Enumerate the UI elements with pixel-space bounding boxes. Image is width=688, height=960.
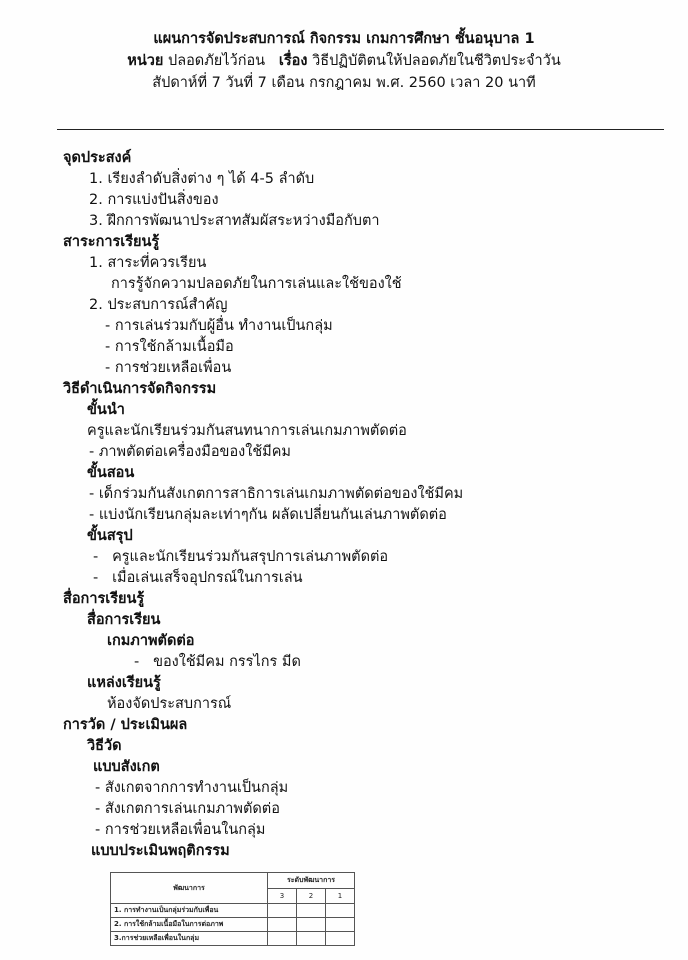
game-item: - ของใช้มีคม กรรไกร มีด [134, 654, 301, 670]
plan-title: แผนการจัดประสบการณ์ กิจกรรม เกมการศึกษา ชั้นอนุบาล 1 [153, 31, 535, 47]
media-heading: สื่อการเรียนรู้ [63, 591, 145, 607]
score-cell [268, 932, 297, 946]
content-item-2: 2. ประสบการณ์สำคัญ [89, 297, 228, 313]
table-row [111, 918, 355, 932]
observe-point: - การช่วยเหลือเพื่อนในกลุ่ม [95, 822, 266, 838]
level-2: 2 [296, 888, 325, 904]
level-1: 1 [325, 888, 354, 904]
topic-label: เรื่อง [278, 53, 308, 69]
method-heading: วิธีวัด [87, 738, 122, 754]
objective-item: 3. ฝึกการพัฒนาประสาทสัมผัสระหว่างมือกับตา [89, 213, 380, 229]
score-cell [268, 904, 297, 918]
level-3: 3 [268, 888, 297, 904]
source-heading: แหล่งเรียนรู้ [87, 675, 161, 691]
score-cell [296, 932, 325, 946]
summary-point-text: ครูและนักเรียนร่วมกันสรุปการเล่นภาพตัดต่อ [112, 549, 389, 565]
schedule-line: สัปดาห์ที่ 7 วันที่ 7 เดือน กรกฎาคม พ.ศ. 2560 เวลา 20 นาที [152, 75, 536, 91]
media-sub-heading: สื่อการเรียน [87, 612, 161, 628]
unit-topic-line [0, 50, 688, 72]
content-item-1: 1. สาระที่ควรเรียน [89, 255, 207, 271]
objectives-heading: จุดประสงค์ [63, 150, 132, 166]
observe-point: - สังเกตการเล่นเกมภาพตัดต่อ [95, 801, 280, 817]
score-cell [268, 918, 297, 932]
unit-label: หน่วย [127, 53, 164, 69]
unit-name: ปลอดภัยไว้ก่อน [167, 53, 266, 69]
procedure-heading: วิธีดำเนินการจัดกิจกรรม [63, 381, 217, 397]
intro-point: - ภาพตัดต่อเครื่องมือของใช้มีคม [89, 444, 291, 460]
score-cell [325, 904, 354, 918]
table-header-row [111, 873, 355, 889]
evaluation-heading: การวัด / ประเมินผล [63, 717, 188, 733]
evaluation-table [110, 872, 355, 946]
objective-item: 2. การแบ่งปันสิ่งของ [89, 192, 219, 208]
experience-point: - การใช้กล้ามเนื้อมือ [105, 339, 234, 355]
col-level: ระดับพัฒนาการ [268, 873, 355, 889]
col-development: พัฒนาการ [111, 873, 268, 904]
game-item-text: ของใช้มีคม กรรไกร มีด [153, 654, 301, 670]
experience-point: - การเล่นร่วมกับผู้อื่น ทำงานเป็นกลุ่ม [105, 318, 333, 334]
row-label: 1. การทำงานเป็นกลุ่มร่วมกับเพื่อน [111, 904, 268, 918]
summary-point-text: เมื่อเล่นเสร็จอุปกรณ์ในการเล่น [112, 570, 303, 586]
content-heading: สาระการเรียนรู้ [63, 234, 160, 250]
summary-heading: ขั้นสรุป [87, 528, 133, 544]
score-cell [296, 904, 325, 918]
summary-point: - ครูและนักเรียนร่วมกันสรุปการเล่นภาพตัดต่อ [93, 549, 389, 565]
table-row [111, 904, 355, 918]
score-cell [325, 918, 354, 932]
topic-name: วิธีปฏิบัติตนให้ปลอดภัยในชีวิตประจำวัน [312, 53, 561, 69]
teach-heading: ขั้นสอน [87, 465, 135, 481]
row-label: 3.การช่วยเหลือเพื่อนในกลุ่ม [111, 932, 268, 946]
score-cell [325, 932, 354, 946]
summary-point: - เมื่อเล่นเสร็จอุปกรณ์ในการเล่น [93, 570, 303, 586]
score-cell [296, 918, 325, 932]
source-item: ห้องจัดประสบการณ์ [107, 696, 232, 712]
row-label: 2. การใช้กล้ามเนื้อมือในการต่อภาพ [111, 918, 268, 932]
teach-point: - แบ่งนักเรียนกลุ่มละเท่าๆกัน ผลัดเปลี่ยนกันเล่นภาพตัดต่อ [89, 507, 447, 523]
observe-heading: แบบสังเกต [93, 759, 160, 775]
header-divider [57, 129, 664, 130]
content-item-1-detail: การรู้จักความปลอดภัยในการเล่นและใช้ของใช้ [111, 276, 402, 292]
game-heading: เกมภาพตัดต่อ [107, 633, 195, 649]
intro-heading: ขั้นนำ [87, 402, 125, 418]
intro-text: ครูและนักเรียนร่วมกันสนทนาการเล่นเกมภาพตัดต่อ [87, 423, 407, 439]
behavior-heading: แบบประเมินพฤติกรรม [91, 843, 230, 859]
table-row [111, 932, 355, 946]
experience-point: - การช่วยเหลือเพื่อน [105, 360, 232, 376]
objective-item: 1. เรียงลำดับสิ่งต่าง ๆ ได้ 4-5 ลำดับ [89, 171, 315, 187]
teach-point: - เด็กร่วมกันสังเกตการสาธิการเล่นเกมภาพตัดต่อของใช้มีคม [89, 486, 464, 502]
observe-point: - สังเกตจากการทำงานเป็นกลุ่ม [95, 780, 289, 796]
